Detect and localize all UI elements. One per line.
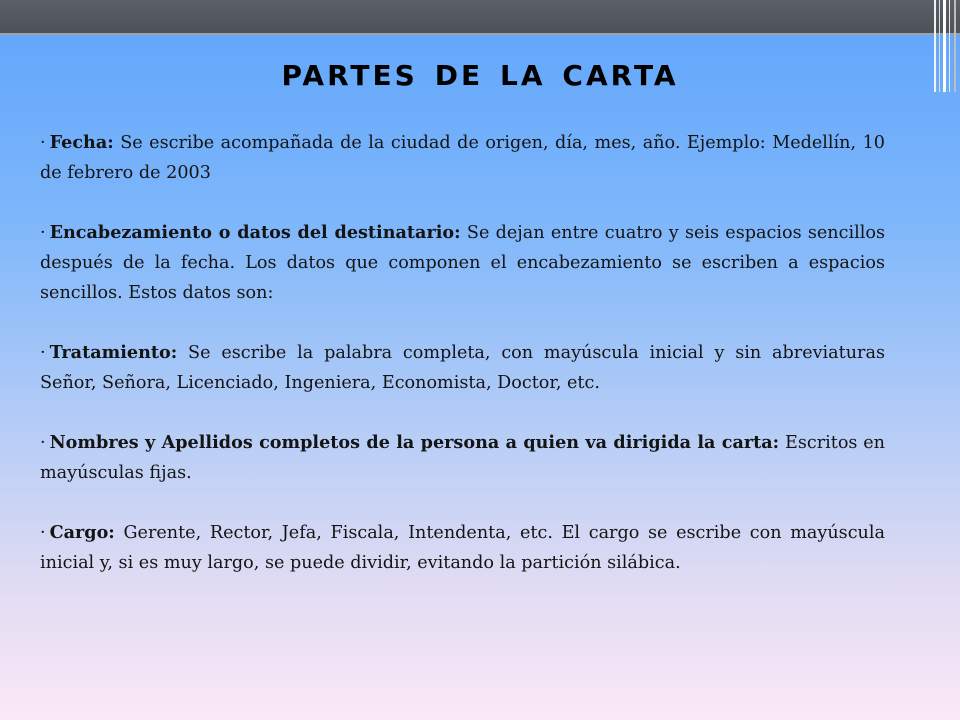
bullet-marker: · xyxy=(40,133,46,153)
slide-body xyxy=(40,128,885,578)
bullet-marker: · xyxy=(40,523,46,543)
paragraph-text: Se dejan entre cuatro y seis espacios sencillos después de la fecha. Los datos que componen el encabezamiento se escriben a espacios sencillos. Estos datos son: xyxy=(40,223,885,303)
paragraph-encabezamiento xyxy=(40,218,885,308)
paragraph-text: Se escribe acompañada de la ciudad de origen, día, mes, año. Ejemplo: Medellín, 10 de febrero de 2003 xyxy=(40,133,885,183)
top-decorative-bar xyxy=(0,0,960,33)
bullet-marker: · xyxy=(40,433,46,453)
top-bar-divider xyxy=(0,33,960,35)
paragraph-label: Tratamiento: xyxy=(49,342,178,363)
paragraph-label: Cargo: xyxy=(49,522,115,543)
paragraph-text: Se escribe la palabra completa, con mayúscula inicial y sin abreviaturas Señor, Señora, Licenciado, Ingeniera, Economista, Doctor, etc. xyxy=(40,343,885,393)
paragraph-label: Nombres y Apellidos completos de la persona a quien va dirigida la carta: xyxy=(49,432,780,453)
slide-title: partes de la carta xyxy=(281,49,679,95)
bullet-marker: · xyxy=(40,343,46,363)
paragraph-nombres xyxy=(40,428,885,488)
bullet-marker: · xyxy=(40,223,46,243)
paragraph-text: Gerente, Rector, Jefa, Fiscala, Intendenta, etc. El cargo se escribe con mayúscula inicial y, si es muy largo, se puede dividir, evitando la partición silábica. xyxy=(40,523,885,573)
paragraph-fecha xyxy=(40,128,885,188)
paragraph-label: Encabezamiento o datos del destinatario: xyxy=(49,222,461,243)
paragraph-cargo xyxy=(40,518,885,578)
paragraph-tratamiento xyxy=(40,338,885,398)
paragraph-text: Escritos en mayúsculas fijas. xyxy=(40,433,885,483)
paragraph-label: Fecha: xyxy=(49,132,114,153)
